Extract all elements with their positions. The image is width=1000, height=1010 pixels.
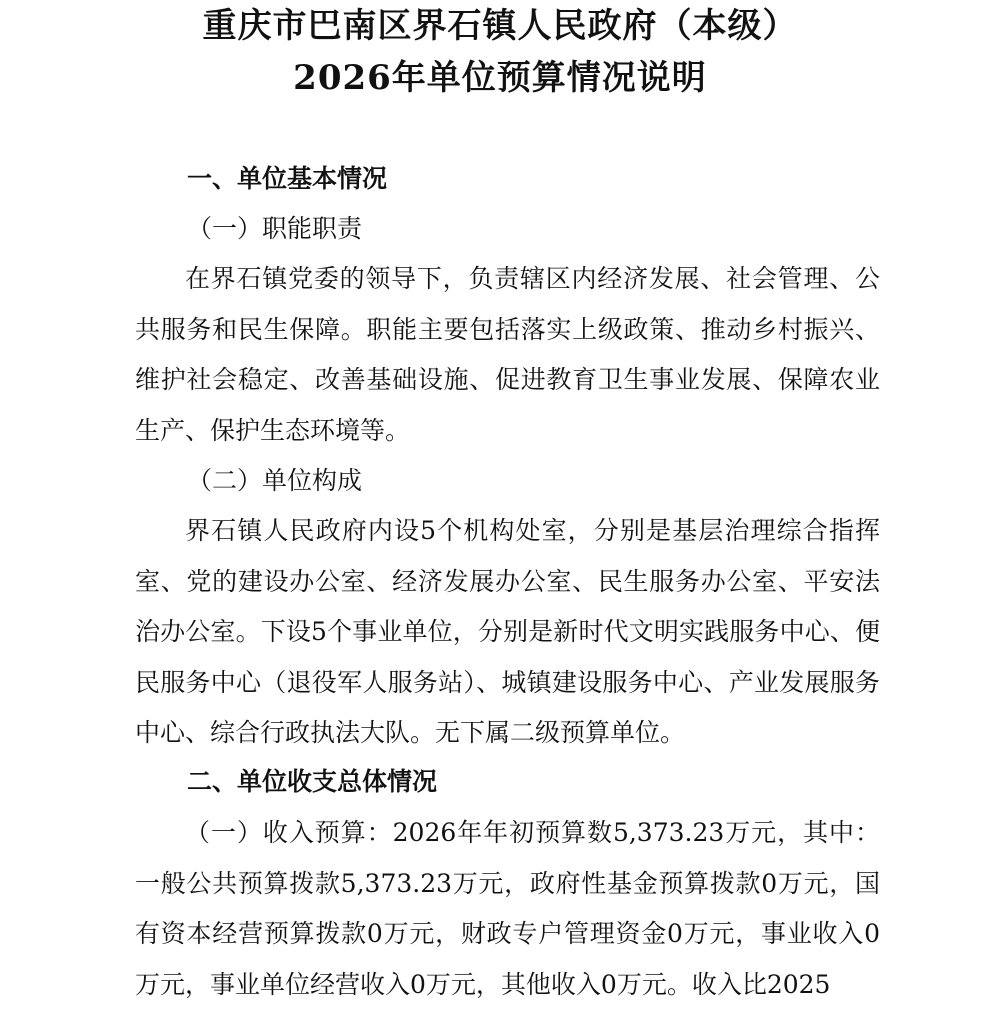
section1-sub1-paragraph: 在界石镇党委的领导下，负责辖区内经济发展、社会管理、公共服务和民生保障。职能主要包括落实上级政策、推动乡村振兴、维护社会稳定、改善基础设施、促进教育卫生事业发展、保障农业生产、保护生态环境等。: [135, 264, 880, 445]
section2-sub1-label: （一）收入预算：: [185, 818, 393, 847]
section1-sub2-paragraph: 界石镇人民政府内设5个机构处室，分别是基层治理综合指挥室、党的建设办公室、经济发展办公室、民生服务办公室、平安法治办公室。下设5个事业单位，分别是新时代文明实践服务中心、便民服务中心（退役军人服务站）、城镇建设服务中心、产业发展服务中心、综合行政执法大队。无下属二级预算单位。: [135, 516, 880, 748]
section2-heading: 二、单位收支总体情况: [187, 767, 438, 796]
document-title-line2: 2026年单位预算情况说明: [293, 58, 707, 98]
section1-sub1-heading: （一）职能职责: [187, 214, 363, 243]
section1-sub2-heading: （二）单位构成: [187, 466, 363, 495]
section1-heading: 一、单位基本情况: [187, 164, 388, 193]
document-title-line1: 重庆市巴南区界石镇人民政府（本级）: [202, 6, 798, 46]
section2-sub1-text: 2026年年初预算数5,373.23万元，其中：一般公共预算拨款5,373.23万元，政府性基金预算拨款0万元，国有资本经营预算拨款0万元，财政专户管理资金0万元，事业收入0万元，事业单位经营收入0万元，其他收入0万元。收入比2025: [135, 818, 880, 999]
section2-sub1-paragraph: [135, 808, 880, 1010]
